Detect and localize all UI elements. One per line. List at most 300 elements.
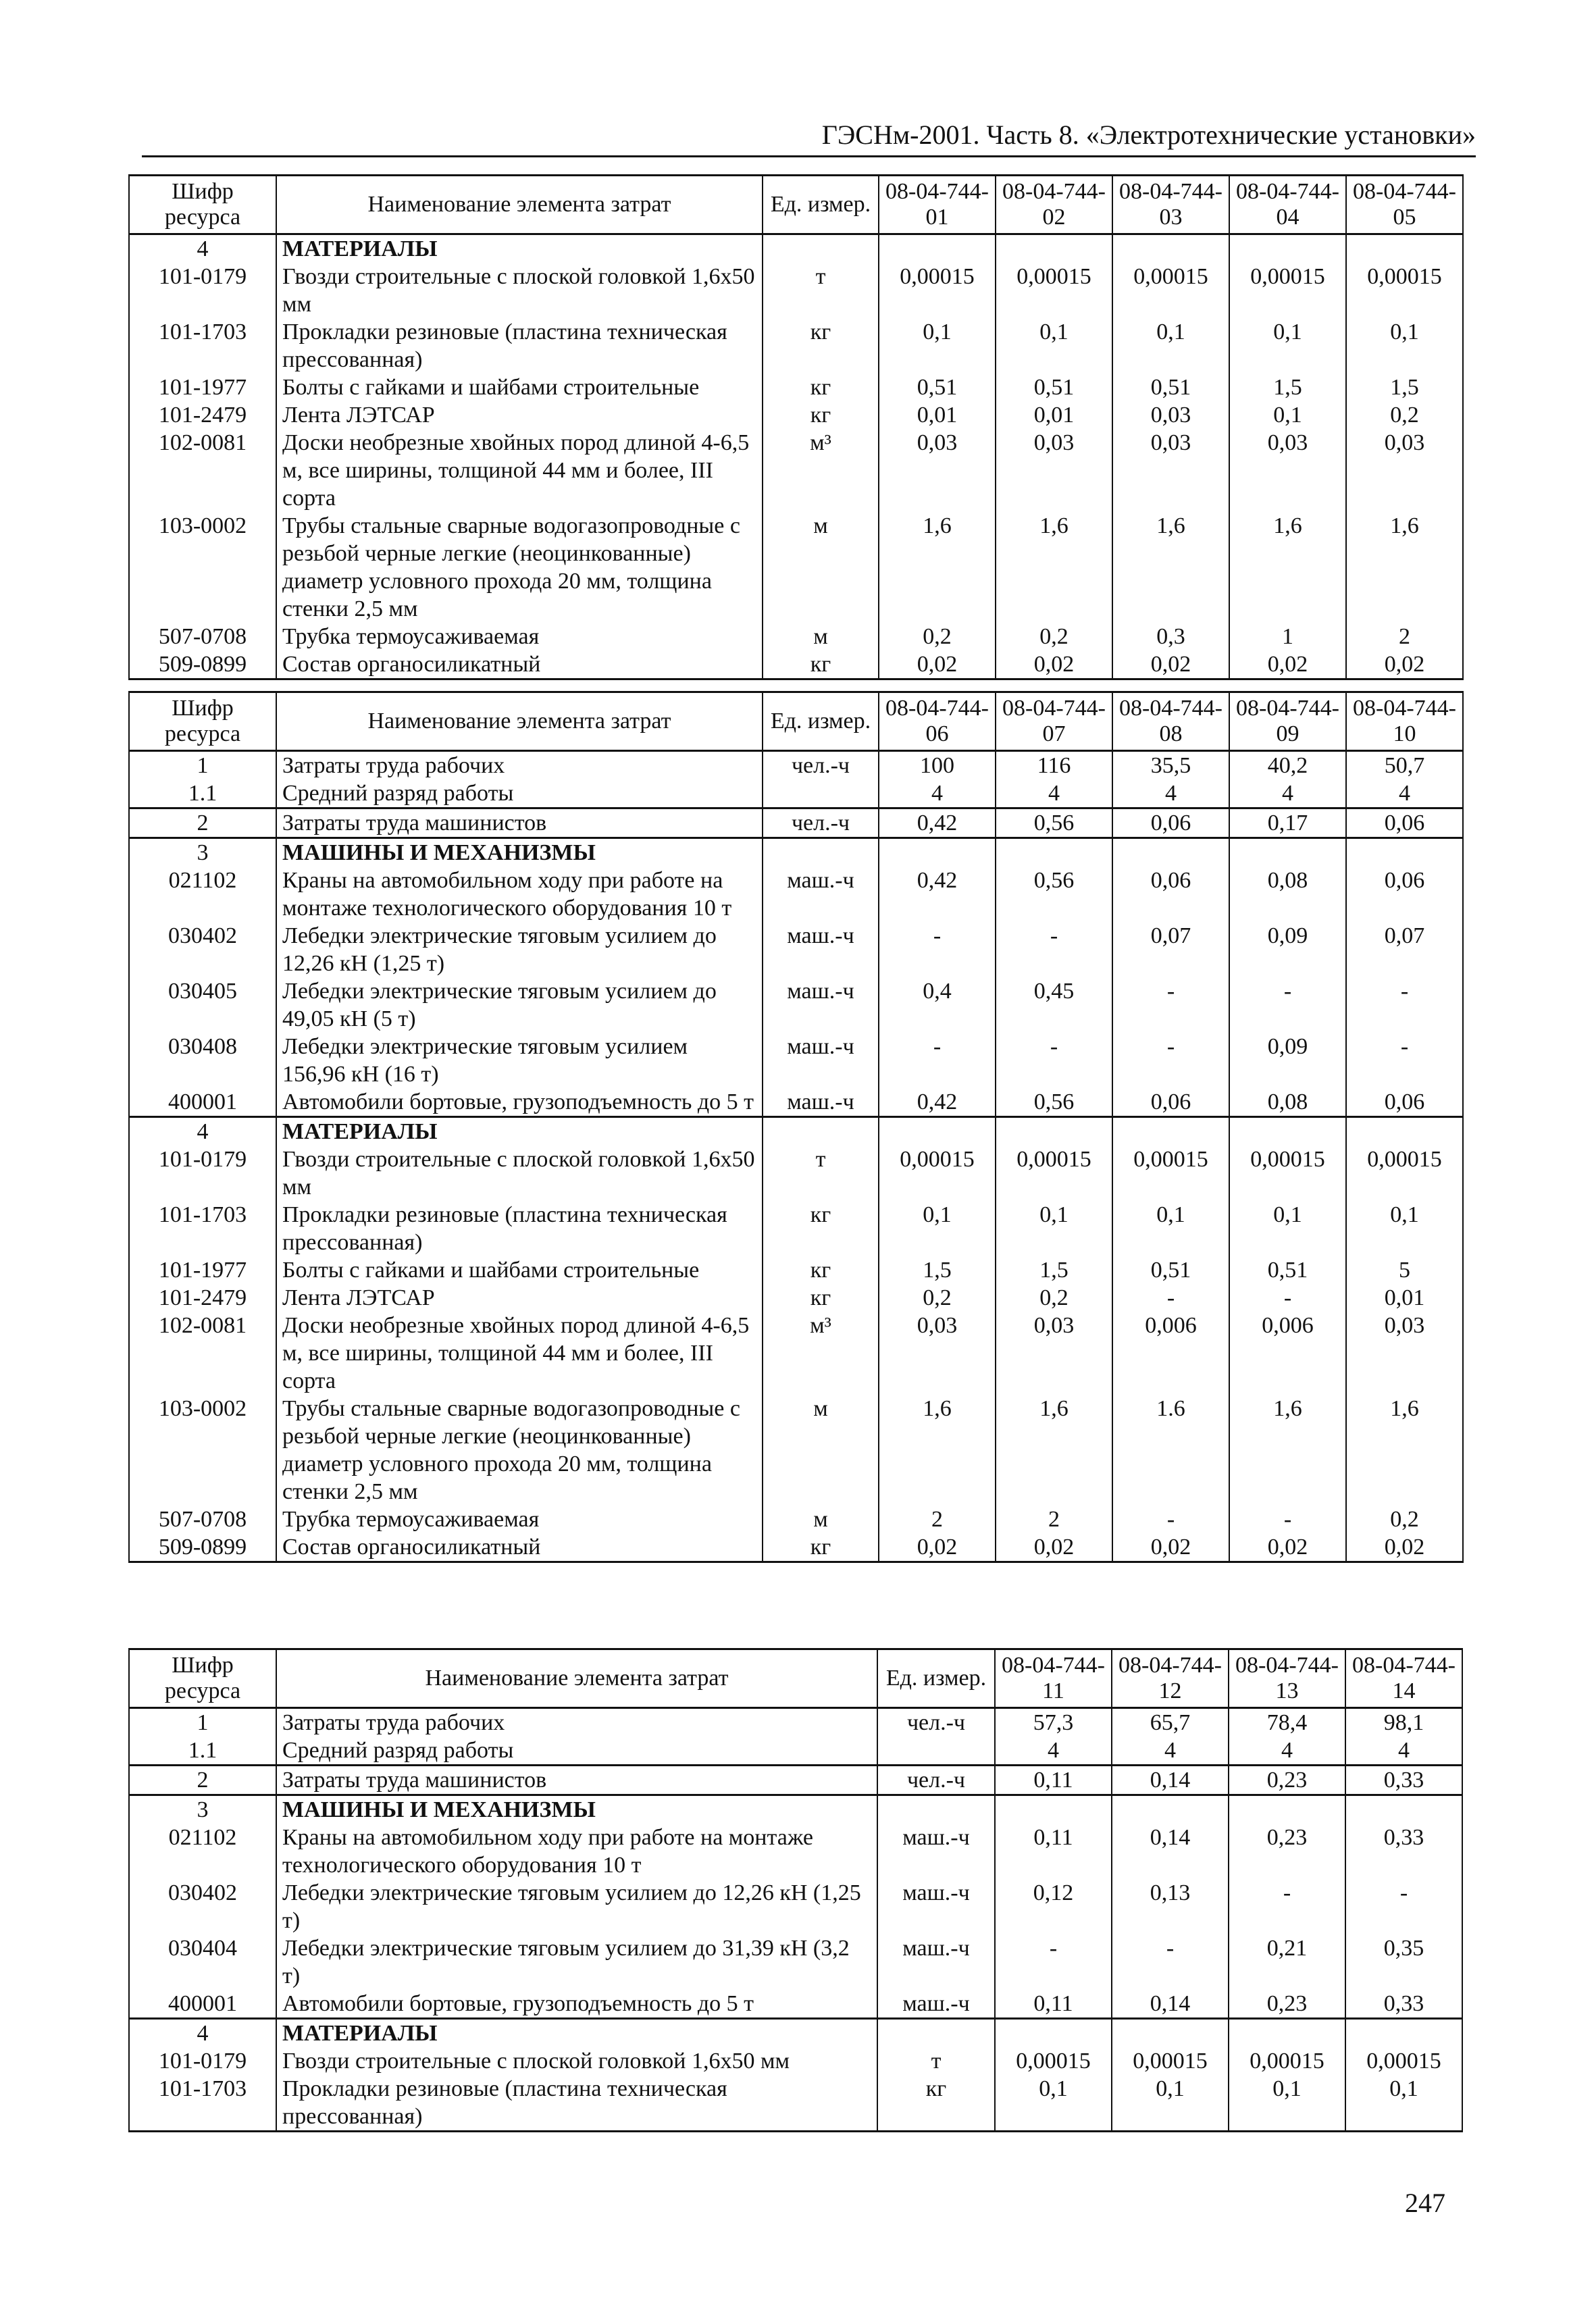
rate-value (1112, 838, 1229, 867)
rate-value: 0,03 (1229, 429, 1346, 512)
rate-value: 0,14 (1112, 1766, 1229, 1795)
rate-value: 0,02 (1112, 650, 1229, 679)
unit: кг (763, 374, 879, 401)
rate-value: 0,06 (1346, 1088, 1463, 1117)
resource-code: 102-0081 (129, 1312, 276, 1395)
rate-value: 65,7 (1112, 1708, 1229, 1737)
resource-code: 1.1 (129, 779, 276, 808)
table-row (129, 374, 1463, 401)
rate-value: 1 (1229, 623, 1346, 650)
cost-element-name: Лебедки электрические тяговым усилием до 31,39 кН (3,2 т) (276, 1934, 877, 1990)
resource-table-1 (128, 174, 1464, 680)
rate-value: - (1112, 1506, 1229, 1533)
table-row (129, 751, 1463, 780)
col-header-name: Наименование элемента затрат (276, 1649, 877, 1708)
rate-value: 4 (1229, 779, 1346, 808)
resource-code: 4 (129, 234, 276, 263)
cost-element-name: Затраты труда рабочих (276, 1708, 877, 1737)
rate-value: 0,006 (1112, 1312, 1229, 1395)
rate-value: 0,45 (996, 977, 1112, 1033)
rate-value: 0,42 (879, 867, 996, 922)
rate-value (995, 1795, 1112, 1824)
col-header-rate: 08-04-744-09 (1229, 692, 1346, 751)
rate-value: 0,23 (1229, 1824, 1345, 1879)
rate-value: 1,5 (1346, 374, 1463, 401)
cost-element-name: Затраты труда рабочих (276, 751, 763, 780)
rate-value: 35,5 (1112, 751, 1229, 780)
cost-element-name: Прокладки резиновые (пластина техническая прессованная) (276, 318, 763, 374)
resource-code: 101-1977 (129, 1256, 276, 1284)
unit: кг (763, 1284, 879, 1312)
col-header-rate: 08-04-744-02 (996, 176, 1112, 234)
table-row (129, 922, 1463, 977)
rate-value: 0,00015 (995, 2047, 1112, 2075)
resource-code: 101-1703 (129, 2075, 276, 2132)
cost-element-name: Краны на автомобильном ходу при работе на монтаже технологического оборудования 10 т (276, 1824, 877, 1879)
unit (877, 1737, 995, 1766)
table-row (129, 2075, 1462, 2132)
cost-element-name: Болты с гайками и шайбами строительные (276, 1256, 763, 1284)
rate-value: 0,1 (1229, 1201, 1346, 1256)
rate-value: 1,5 (1229, 374, 1346, 401)
rate-value: 0,07 (1346, 922, 1463, 977)
rate-value: 0,56 (996, 867, 1112, 922)
unit: маш.-ч (763, 1088, 879, 1117)
table-row (129, 1312, 1463, 1395)
cost-element-name: Средний разряд работы (276, 1737, 877, 1766)
rate-value: 0,02 (996, 650, 1112, 679)
cost-element-name: МАТЕРИАЛЫ (276, 2019, 877, 2048)
rate-value (1112, 1117, 1229, 1146)
rate-value: 0,4 (879, 977, 996, 1033)
cost-element-name: Лебедки электрические тяговым усилием 156,96 кН (16 т) (276, 1033, 763, 1088)
cost-element-name: Автомобили бортовые, грузоподъемность до 5 т (276, 1990, 877, 2019)
unit (763, 838, 879, 867)
cost-element-name: Состав органосиликатный (276, 650, 763, 679)
unit: м (763, 1395, 879, 1506)
unit: т (763, 263, 879, 318)
resource-code: 101-1977 (129, 374, 276, 401)
rate-value: 0,1 (1112, 318, 1229, 374)
unit: чел.-ч (763, 751, 879, 780)
rate-value: 0,03 (879, 429, 996, 512)
rate-value: 1,6 (1112, 512, 1229, 623)
rate-value: 0,00015 (1112, 1146, 1229, 1201)
resource-code: 021102 (129, 1824, 276, 1879)
rate-value: 0,42 (879, 1088, 996, 1117)
resource-code: 101-0179 (129, 263, 276, 318)
rate-value: 1,5 (879, 1256, 996, 1284)
rate-value: 0,06 (1112, 808, 1229, 838)
rate-value: 0,09 (1229, 1033, 1346, 1088)
table-row (129, 1033, 1463, 1088)
resource-code: 101-0179 (129, 2047, 276, 2075)
rate-value (1229, 1117, 1346, 1146)
resource-code: 1.1 (129, 1737, 276, 1766)
rate-value (879, 234, 996, 263)
rate-value (1345, 2019, 1462, 2048)
rate-value: 0,56 (996, 1088, 1112, 1117)
rate-value: 0,1 (1346, 1201, 1463, 1256)
rate-value (995, 2019, 1112, 2048)
rate-value: 0,01 (996, 401, 1112, 429)
unit: м (763, 512, 879, 623)
rate-value: 0,03 (879, 1312, 996, 1395)
resource-code: 4 (129, 1117, 276, 1146)
cost-element-name: МАТЕРИАЛЫ (276, 234, 763, 263)
rate-value: 0,11 (995, 1990, 1112, 2019)
rate-value: - (1346, 977, 1463, 1033)
cost-element-name: Затраты труда машинистов (276, 808, 763, 838)
table-row (129, 1201, 1463, 1256)
resource-code: 101-0179 (129, 1146, 276, 1201)
col-header-rate: 08-04-744-14 (1345, 1649, 1462, 1708)
rate-value: 0,02 (1346, 1533, 1463, 1562)
rate-value: 57,3 (995, 1708, 1112, 1737)
unit: кг (877, 2075, 995, 2132)
rate-value: 0,51 (1229, 1256, 1346, 1284)
rate-value: 0,08 (1229, 1088, 1346, 1117)
table-row (129, 512, 1463, 623)
rate-value: 0,42 (879, 808, 996, 838)
rate-value (1346, 234, 1463, 263)
col-header-name: Наименование элемента затрат (276, 692, 763, 751)
rate-value: 0,33 (1345, 1766, 1462, 1795)
col-header-unit: Ед. измер. (763, 176, 879, 234)
rate-value: 1,6 (996, 1395, 1112, 1506)
resource-code: 101-2479 (129, 401, 276, 429)
rate-value: 0,03 (996, 429, 1112, 512)
rate-value: 0,02 (879, 1533, 996, 1562)
rate-value: 0,06 (1112, 1088, 1229, 1117)
rate-value: 0,14 (1112, 1990, 1229, 2019)
table-row (129, 1256, 1463, 1284)
rate-value: 0,1 (996, 1201, 1112, 1256)
rate-value: - (1346, 1033, 1463, 1088)
unit: кг (763, 318, 879, 374)
cost-element-name: Лента ЛЭТСАР (276, 401, 763, 429)
unit: маш.-ч (877, 1879, 995, 1934)
cost-element-name: Средний разряд работы (276, 779, 763, 808)
rate-value: 0,2 (879, 1284, 996, 1312)
rate-value: 0,12 (995, 1879, 1112, 1934)
rate-value: 98,1 (1345, 1708, 1462, 1737)
rate-value: 2 (1346, 623, 1463, 650)
page-number: 247 (1405, 2188, 1445, 2218)
rate-value: 0,1 (1346, 318, 1463, 374)
resource-code: 030402 (129, 922, 276, 977)
rate-value: 4 (1112, 1737, 1229, 1766)
col-header-name: Наименование элемента затрат (276, 176, 763, 234)
rate-value (1112, 1795, 1229, 1824)
cost-element-name: Лебедки электрические тяговым усилием до 12,26 кН (1,25 т) (276, 1879, 877, 1934)
rate-value: 0,02 (1229, 650, 1346, 679)
rate-value: 40,2 (1229, 751, 1346, 780)
rate-value: - (879, 922, 996, 977)
rate-value: 1,6 (879, 512, 996, 623)
table-row (129, 1708, 1462, 1737)
rate-value: 0,08 (1229, 867, 1346, 922)
resource-code: 507-0708 (129, 1506, 276, 1533)
table-row (129, 1766, 1462, 1795)
cost-element-name: МАШИНЫ И МЕХАНИЗМЫ (276, 838, 763, 867)
col-header-code: Шифр ресурса (129, 1649, 276, 1708)
rate-value: 0,14 (1112, 1824, 1229, 1879)
rate-value: 0,03 (1112, 429, 1229, 512)
rate-value: 0,51 (1112, 1256, 1229, 1284)
unit: маш.-ч (763, 867, 879, 922)
table-row (129, 1795, 1462, 1824)
page-header: ГЭСНм-2001. Часть 8. «Электротехнические установки» (142, 115, 1476, 157)
rate-value: 0,00015 (879, 263, 996, 318)
cost-element-name: Лебедки электрические тяговым усилием до 12,26 кН (1,25 т) (276, 922, 763, 977)
rate-value: 0,1 (995, 2075, 1112, 2132)
resource-code: 103-0002 (129, 1395, 276, 1506)
rate-value (1229, 2019, 1345, 2048)
rate-value (1112, 2019, 1229, 2048)
rate-value: 0,1 (1229, 401, 1346, 429)
rate-value: 0,2 (1346, 401, 1463, 429)
rate-value: 0,2 (996, 623, 1112, 650)
cost-element-name: Трубка термоусаживаемая (276, 1506, 763, 1533)
unit: чел.-ч (877, 1708, 995, 1737)
table-row (129, 1533, 1463, 1562)
rate-value (1229, 234, 1346, 263)
unit: м (763, 1506, 879, 1533)
resource-code: 4 (129, 2019, 276, 2048)
unit: маш.-ч (877, 1990, 995, 2019)
unit: маш.-ч (877, 1824, 995, 1879)
rate-value: 1,6 (1346, 512, 1463, 623)
unit (763, 779, 879, 808)
rate-value: 0,11 (995, 1766, 1112, 1795)
resource-table-3 (128, 1648, 1463, 2132)
rate-value: 1,5 (996, 1256, 1112, 1284)
rate-value: 0,13 (1112, 1879, 1229, 1934)
rate-value: 0,00015 (1229, 2047, 1345, 2075)
rate-value: 0,2 (1346, 1506, 1463, 1533)
table-row (129, 1879, 1462, 1934)
rate-value (1229, 1795, 1345, 1824)
rate-value: - (1229, 977, 1346, 1033)
table-row (129, 1990, 1462, 2019)
resource-code: 2 (129, 1766, 276, 1795)
col-header-code: Шифр ресурса (129, 176, 276, 234)
rate-value: 0,1 (1112, 2075, 1229, 2132)
rate-value: - (1112, 1284, 1229, 1312)
col-header-rate: 08-04-744-13 (1229, 1649, 1345, 1708)
rate-value: 100 (879, 751, 996, 780)
rate-value: - (1112, 1934, 1229, 1990)
cost-element-name: Гвозди строительные с плоской головкой 1,6х50 мм (276, 263, 763, 318)
rate-value: 0,06 (1346, 808, 1463, 838)
unit: кг (763, 401, 879, 429)
rate-value: 2 (996, 1506, 1112, 1533)
rate-value: - (1229, 1284, 1346, 1312)
rate-value: 0,2 (879, 623, 996, 650)
rate-value: 1,6 (879, 1395, 996, 1506)
unit (763, 234, 879, 263)
rate-value: - (879, 1033, 996, 1088)
table-row (129, 623, 1463, 650)
cost-element-name: Доски необрезные хвойных пород длиной 4-6,5 м, все ширины, толщиной 44 мм и более, III сорта (276, 1312, 763, 1395)
rate-value: 0,00015 (996, 263, 1112, 318)
cost-element-name: Лента ЛЭТСАР (276, 1284, 763, 1312)
cost-element-name: Затраты труда машинистов (276, 1766, 877, 1795)
rate-value: 0,1 (1112, 1201, 1229, 1256)
rate-value: 1,6 (996, 512, 1112, 623)
rate-value: 0,33 (1345, 1990, 1462, 2019)
rate-value: 0,35 (1345, 1934, 1462, 1990)
unit: м (763, 623, 879, 650)
rate-value: 0,00015 (1112, 263, 1229, 318)
table-row (129, 429, 1463, 512)
rate-value: 0,02 (1346, 650, 1463, 679)
rate-value: 0,09 (1229, 922, 1346, 977)
rate-value: - (1112, 977, 1229, 1033)
rate-value: 0,00015 (1346, 1146, 1463, 1201)
rate-value: 0,006 (1229, 1312, 1346, 1395)
rate-value (1345, 1795, 1462, 1824)
resource-code: 509-0899 (129, 650, 276, 679)
rate-value: 0,51 (879, 374, 996, 401)
table-row (129, 1824, 1462, 1879)
rate-value: 0,1 (879, 318, 996, 374)
resource-code: 030405 (129, 977, 276, 1033)
rate-value: 4 (996, 779, 1112, 808)
table-row (129, 779, 1463, 808)
rate-value: 1.6 (1112, 1395, 1229, 1506)
table-row (129, 650, 1463, 679)
col-header-rate: 08-04-744-06 (879, 692, 996, 751)
col-header-rate: 08-04-744-04 (1229, 176, 1346, 234)
unit: маш.-ч (763, 977, 879, 1033)
rate-value: 0,51 (1112, 374, 1229, 401)
cost-element-name: Трубы стальные сварные водогазопроводные с резьбой черные легкие (неоцинкованные) диаметр условного прохода 20 мм, толщина стенки 2,5 мм (276, 1395, 763, 1506)
rate-value (879, 1117, 996, 1146)
rate-value: 0,03 (996, 1312, 1112, 1395)
rate-value: 0,00015 (996, 1146, 1112, 1201)
resource-code: 103-0002 (129, 512, 276, 623)
rate-value: 0,06 (1346, 867, 1463, 922)
resource-code: 101-2479 (129, 1284, 276, 1312)
unit: т (763, 1146, 879, 1201)
cost-element-name: Лебедки электрические тяговым усилием до 49,05 кН (5 т) (276, 977, 763, 1033)
rate-value: - (995, 1934, 1112, 1990)
rate-value: 78,4 (1229, 1708, 1345, 1737)
resource-code: 030408 (129, 1033, 276, 1088)
table-row (129, 1395, 1463, 1506)
col-header-rate: 08-04-744-01 (879, 176, 996, 234)
header-row (129, 176, 1463, 234)
cost-element-name: МАШИНЫ И МЕХАНИЗМЫ (276, 1795, 877, 1824)
cost-element-name: Состав органосиликатный (276, 1533, 763, 1562)
rate-value: - (996, 1033, 1112, 1088)
cost-element-name: Прокладки резиновые (пластина техническая прессованная) (276, 1201, 763, 1256)
rate-value: - (1229, 1506, 1346, 1533)
rate-value: 0,00015 (1345, 2047, 1462, 2075)
resource-code: 1 (129, 751, 276, 780)
rate-value: 0,02 (879, 650, 996, 679)
rate-value: 0,1 (879, 1201, 996, 1256)
resource-code: 102-0081 (129, 429, 276, 512)
rate-value: 4 (995, 1737, 1112, 1766)
table-row (129, 977, 1463, 1033)
table-row (129, 1506, 1463, 1533)
rate-value: 0,56 (996, 808, 1112, 838)
cost-element-name: Гвозди строительные с плоской головкой 1,6х50 мм (276, 1146, 763, 1201)
rate-value: 1,6 (1346, 1395, 1463, 1506)
rate-value (996, 1117, 1112, 1146)
rate-value: 0,03 (1346, 1312, 1463, 1395)
rate-value: - (1345, 1879, 1462, 1934)
rate-value: 4 (1345, 1737, 1462, 1766)
rate-value: 0,00015 (1346, 263, 1463, 318)
table-row (129, 1146, 1463, 1201)
resource-code: 021102 (129, 867, 276, 922)
rate-value: 0,03 (1346, 429, 1463, 512)
rate-value: - (996, 922, 1112, 977)
rate-value: - (1229, 1879, 1345, 1934)
table-row (129, 838, 1463, 867)
cost-element-name: Доски необрезные хвойных пород длиной 4-6,5 м, все ширины, толщиной 44 мм и более, III сорта (276, 429, 763, 512)
rate-value: 0,11 (995, 1824, 1112, 1879)
col-header-rate: 08-04-744-07 (996, 692, 1112, 751)
unit (763, 1117, 879, 1146)
cost-element-name: Прокладки резиновые (пластина техническая прессованная) (276, 2075, 877, 2132)
resource-code: 101-1703 (129, 1201, 276, 1256)
rate-value (1112, 234, 1229, 263)
resource-code: 400001 (129, 1088, 276, 1117)
rate-value: 2 (879, 1506, 996, 1533)
table-row (129, 867, 1463, 922)
rate-value: - (1112, 1033, 1229, 1088)
rate-value: 0,01 (879, 401, 996, 429)
rate-value (996, 234, 1112, 263)
rate-value: 116 (996, 751, 1112, 780)
col-header-rate: 08-04-744-10 (1346, 692, 1463, 751)
cost-element-name: Автомобили бортовые, грузоподъемность до 5 т (276, 1088, 763, 1117)
rate-value: 4 (1346, 779, 1463, 808)
header-row (129, 1649, 1462, 1708)
rate-value (996, 838, 1112, 867)
table-row (129, 2047, 1462, 2075)
unit: кг (763, 1201, 879, 1256)
unit: чел.-ч (877, 1766, 995, 1795)
rate-value: 0,00015 (1229, 263, 1346, 318)
resource-code: 3 (129, 838, 276, 867)
table-row (129, 808, 1463, 838)
rate-value: 4 (1229, 1737, 1345, 1766)
resource-code: 030402 (129, 1879, 276, 1934)
rate-value: 0,17 (1229, 808, 1346, 838)
table-row (129, 318, 1463, 374)
rate-value: 4 (1112, 779, 1229, 808)
rate-value (879, 838, 996, 867)
cost-element-name: Трубка термоусаживаемая (276, 623, 763, 650)
table-row (129, 1737, 1462, 1766)
col-header-unit: Ед. измер. (877, 1649, 995, 1708)
rate-value: 0,00015 (1112, 2047, 1229, 2075)
resource-code: 3 (129, 1795, 276, 1824)
resource-code: 101-1703 (129, 318, 276, 374)
resource-code: 1 (129, 1708, 276, 1737)
cost-element-name: Болты с гайками и шайбами строительные (276, 374, 763, 401)
rate-value (1346, 1117, 1463, 1146)
rate-value: 0,1 (1345, 2075, 1462, 2132)
rate-value: 0,00015 (1229, 1146, 1346, 1201)
col-header-rate: 08-04-744-12 (1112, 1649, 1229, 1708)
